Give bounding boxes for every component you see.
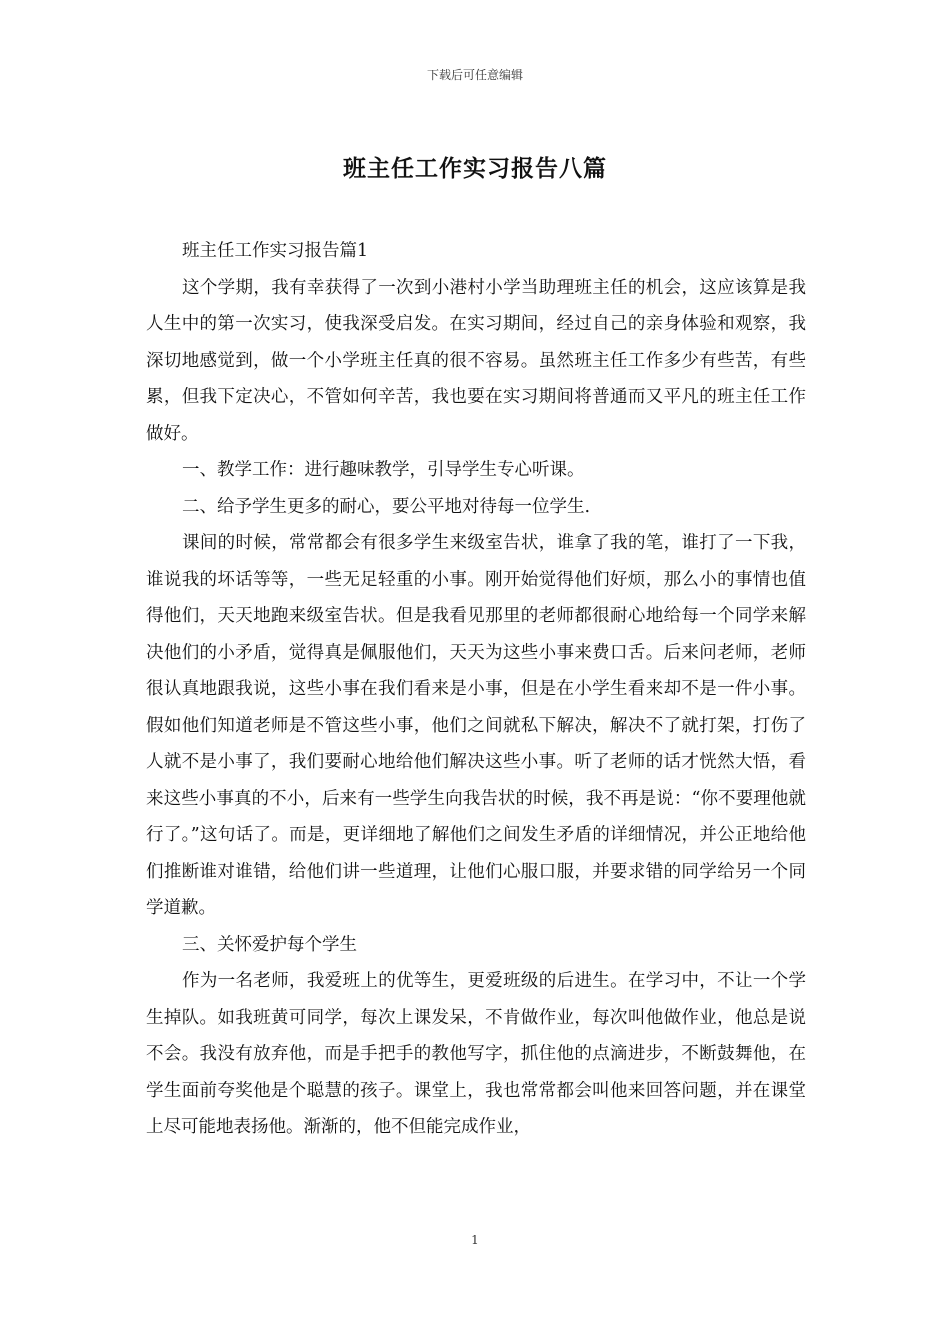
section-heading: 班主任工作实习报告篇1 bbox=[182, 241, 369, 261]
header-note: 下载后可任意编辑 bbox=[426, 68, 523, 82]
paragraph: 二、给予学生更多的耐心，要公平地对待每一位学生. bbox=[182, 496, 591, 517]
paragraph: 三、关怀爱护每个学生 bbox=[182, 934, 357, 955]
paragraph: 作为一名老师，我爱班上的优等生，更爱班级的后进生。在学习中，不让一个学生掉队。如我班黄可同学，每次上课发呆，不肯做作业，每次叫他做作业，他总是说不会。我没有放弃他，而是手把手的教他写字，抓住他的点滴进步，不断鼓舞他，在学生面前夸奖他是个聪慧的孩子。课堂上，我也常常都会叫他来回答问题，并在课堂上尽可能地表扬他。渐渐的，他不但能完成作业， bbox=[146, 971, 806, 1137]
document-body bbox=[146, 233, 806, 1146]
paragraph: 这个学期，我有幸获得了一次到小港村小学当助理班主任的机会，这应该算是我人生中的第一次实习，使我深受启发。在实习期间，经过自己的亲身体验和观察，我深切地感觉到，做一个小学班主任真的很不容易。虽然班主任工作多少有些苦，有些累，但我下定决心，不管如何辛苦，我也要在实习期间将普通而又平凡的班主任工作做好。 bbox=[146, 277, 806, 444]
paragraph: 课间的时候，常常都会有很多学生来级室告状，谁拿了我的笔，谁打了一下我，谁说我的坏话等等，一些无足轻重的小事。刚开始觉得他们好烦，那么小的事情也值得他们，天天地跑来级室告状。但是我看见那里的老师都很耐心地给每一个同学来解决他们的小矛盾，觉得真是佩服他们，天天为这些小事来费口舌。后来问老师，老师很认真地跟我说，这些小事在我们看来是小事，但是在小学生看来却不是一件小事。假如他们知道老师是不管这些小事，他们之间就私下解决，解决不了就打架，打伤了人就不是小事了，我们要耐心地给他们解决这些小事。听了老师的话才恍然大悟，看来这些小事真的不小，后来有一些学生向我告状的时候，我不再是说：“你不要理他就行了。”这句话了。而是，更详细地了解他们之间发生矛盾的详细情况，并公正地给他们推断谁对谁错，给他们讲一些道理，让他们心服口服，并要求错的同学给另一个同学道歉。 bbox=[146, 533, 806, 918]
document-title: 班主任工作实习报告八篇 bbox=[343, 155, 607, 182]
page-number: 1 bbox=[471, 1233, 479, 1247]
paragraph: 一、教学工作：进行趣味教学，引导学生专心听课。 bbox=[182, 460, 585, 480]
